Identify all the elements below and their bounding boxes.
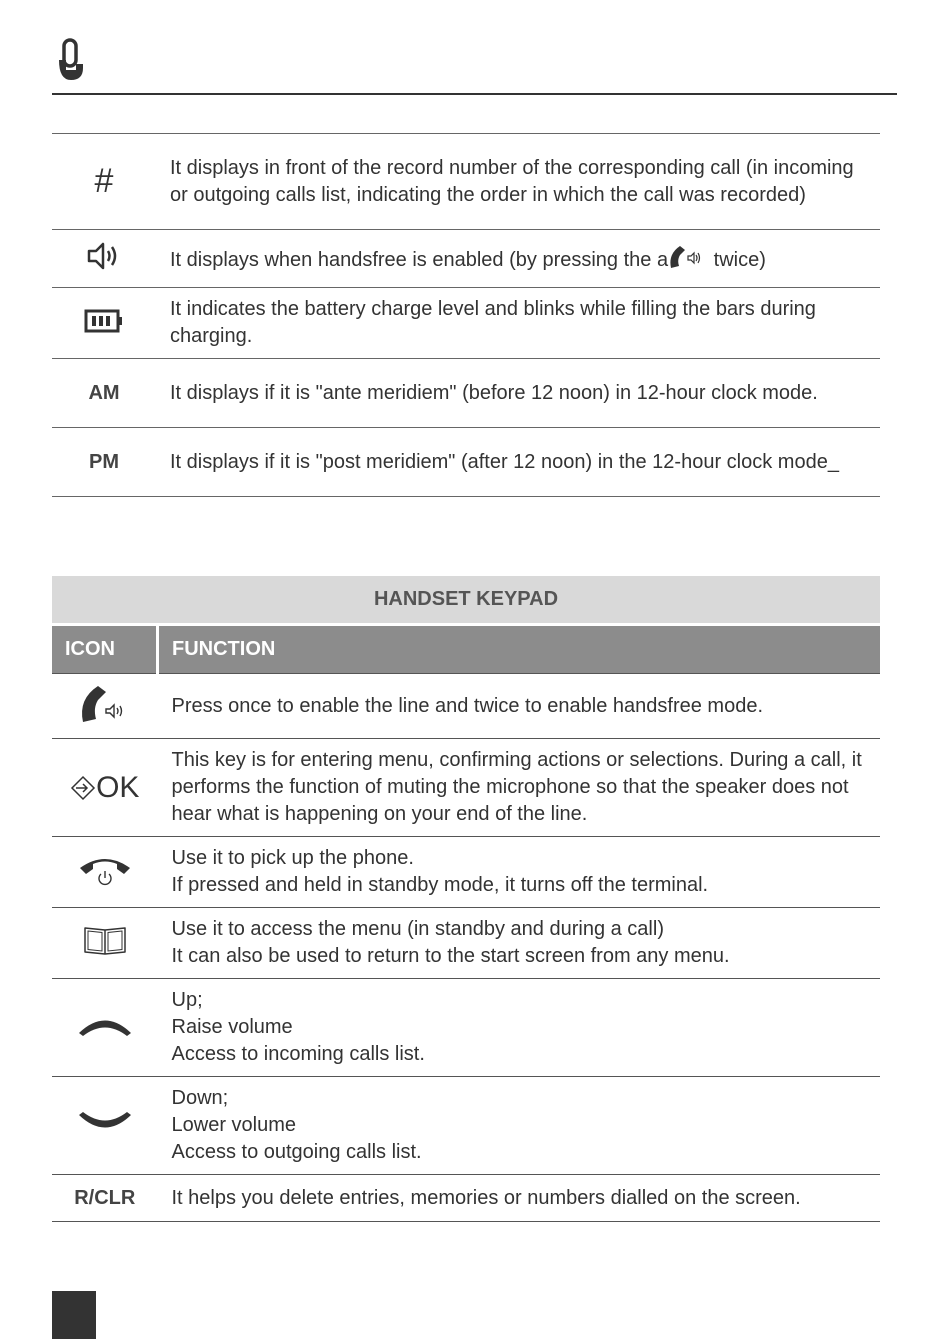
row-description: Press once to enable the line and twice to enable handsfree mode.	[171, 694, 764, 717]
row-description: Use it to pick up the phone. If pressed and held in standby mode, it turns off the terminal.	[171, 847, 709, 896]
table-row	[52, 134, 880, 230]
table-row	[52, 979, 880, 1077]
table-row	[52, 739, 880, 837]
end-call-power-icon	[77, 852, 133, 888]
row-description: Use it to access the menu (in standby and during a call) It can also be used to return to the start screen from any menu.	[171, 918, 730, 967]
table-title-row	[52, 576, 880, 623]
battery-icon	[84, 308, 124, 334]
hash-symbol: #	[94, 162, 114, 200]
speaker-icon-cell	[52, 230, 156, 288]
handsfree-key-icon	[668, 244, 708, 270]
row-description: It displays if it is "post meridiem" (after 12 noon) in the 12-hour clock mode_	[170, 450, 839, 473]
rclr-label: R/CLR	[74, 1186, 136, 1209]
am-label: AM	[88, 381, 120, 404]
handset-keypad-table	[52, 576, 880, 1222]
table-title: HANDSET KEYPAD	[52, 576, 880, 623]
row-description: Up; Raise volume Access to incoming calls list.	[171, 989, 425, 1065]
handsfree-key-icon	[78, 683, 132, 725]
table-row	[52, 674, 880, 739]
row-description: It displays when handsfree is enabled (by pressing the a twice)	[156, 230, 880, 288]
chevron-down-icon	[75, 1110, 135, 1136]
book-key-cell	[52, 908, 158, 979]
row-description: It displays if it is "ante meridiem" (before 12 noon) in 12-hour clock mode.	[170, 381, 818, 404]
header-rule	[52, 93, 897, 95]
table-row	[52, 908, 880, 979]
chevron-up-icon	[75, 1012, 135, 1038]
row-description: It displays in front of the record number of the corresponding call (in incoming or outgoing calls list, indicating the order in which the call was recorded)	[170, 156, 854, 206]
table-row	[52, 288, 880, 359]
table-row	[52, 428, 880, 497]
table-row	[52, 359, 880, 428]
row-description: It indicates the battery charge level and blinks while filling the bars during charging.	[170, 298, 816, 347]
down-key-cell	[52, 1077, 158, 1175]
column-header-function: FUNCTION	[158, 626, 881, 674]
ok-key-icon	[70, 775, 96, 801]
pm-label: PM	[89, 450, 119, 473]
column-header-icon: ICON	[52, 626, 158, 674]
handset-icon	[56, 38, 86, 82]
table-row	[52, 230, 880, 288]
row-description: This key is for entering menu, confirming actions or selections. During a call, it performs the function of muting the microphone so that the speaker does not hear what is happening on your end of the line.	[171, 749, 862, 825]
display-icons-table	[52, 133, 880, 497]
book-icon	[82, 925, 128, 957]
row-description: Down; Lower volume Access to outgoing calls list.	[171, 1087, 422, 1163]
ok-key-cell	[52, 739, 158, 837]
row-description: It helps you delete entries, memories or numbers dialled on the screen.	[171, 1186, 801, 1209]
handsfree-key-icon-cell	[52, 674, 158, 739]
table-row	[52, 1175, 880, 1222]
page-marker	[52, 1291, 96, 1339]
table-row	[52, 1077, 880, 1175]
table-header-row	[52, 626, 880, 674]
end-call-key-cell	[52, 837, 158, 908]
ok-key-label: OK	[96, 770, 140, 804]
table-row	[52, 837, 880, 908]
battery-icon-cell	[52, 288, 156, 359]
up-key-cell	[52, 979, 158, 1077]
speaker-icon	[86, 241, 122, 271]
